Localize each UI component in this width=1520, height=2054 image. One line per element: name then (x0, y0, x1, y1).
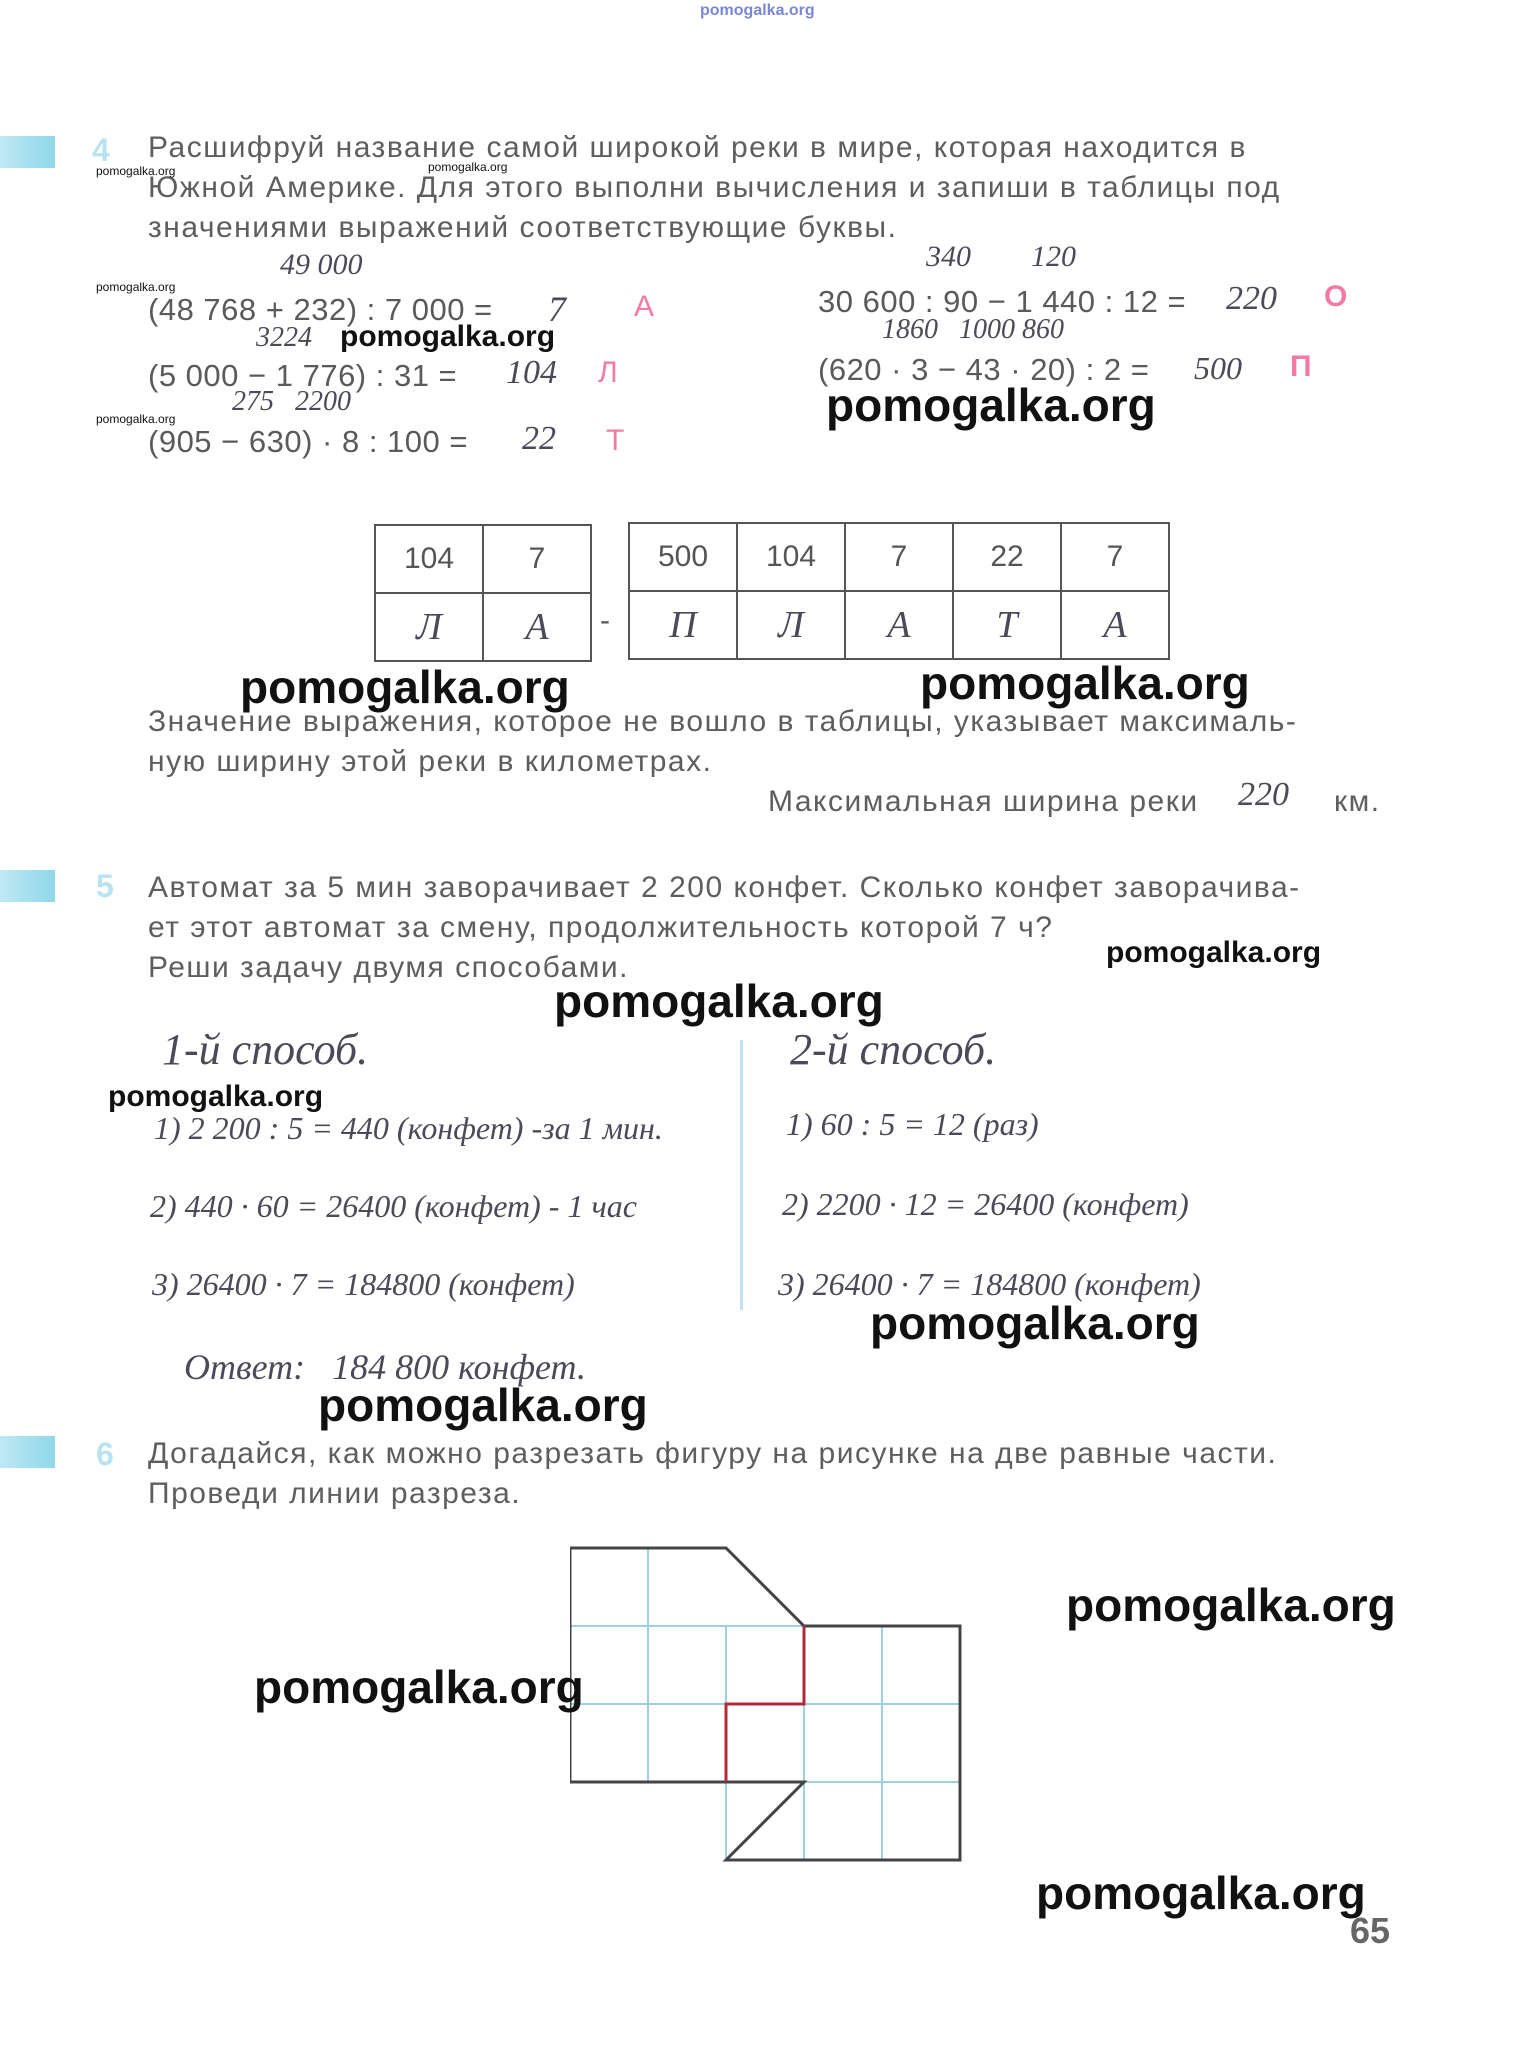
task4-note (148, 702, 1388, 782)
aux-calc: 340 120 (926, 240, 1076, 273)
table-letter-cell: А (845, 591, 953, 659)
expression-answer: 500 (1194, 350, 1242, 386)
expression-answer: 104 (506, 354, 557, 391)
expression-letter: О (1324, 280, 1348, 313)
task4-prompt (148, 128, 1388, 248)
watermark: pomogalka.org (340, 320, 556, 353)
task5-prompt-line: ет этот автомат за смену, продолжительность которой 7 ч? (148, 911, 1054, 944)
method2-step: 3) 26400 · 7 = 184800 (конфет) (778, 1266, 1201, 1302)
watermark: pomogalka.org (108, 1080, 324, 1113)
method1-step: 2) 440 · 60 = 26400 (конфет) - 1 час (150, 1188, 637, 1224)
table-letter-cell: П (629, 591, 737, 659)
expression: 30 600 : 90 − 1 440 : 12 = (818, 284, 1187, 319)
expression-letter: Л (598, 356, 618, 389)
task4-prompt-line: Южной Америке. Для этого выполни вычисления и запиши в таблицы под (148, 171, 1281, 204)
watermark: pomogalka.org (1066, 1579, 1396, 1631)
method2-step: 2) 2200 · 12 = 26400 (конфет) (782, 1186, 1189, 1222)
table-number-cell: 104 (737, 523, 845, 591)
table-letter-cell: Л (375, 593, 483, 661)
watermark: pomogalka.org (254, 1661, 584, 1713)
expression-letter: Т (606, 424, 625, 457)
expression-letter: А (634, 290, 655, 323)
task5-number: 5 (96, 868, 114, 904)
task4-marker (0, 136, 55, 168)
task5-prompt-line: Реши задачу двумя способами. (148, 951, 629, 984)
method1-step: 1) 2 200 : 5 = 440 (конфет) -за 1 мин. (154, 1110, 663, 1146)
task6-marker (0, 1436, 55, 1468)
expression: (48 768 + 232) : 7 000 = (148, 292, 493, 327)
river-width-unit: км. (1334, 785, 1381, 818)
task5-prompt-line: Автомат за 5 мин заворачивает 2 200 конфет. Сколько конфет заворачива- (148, 871, 1301, 904)
table-letter-cell: А (483, 593, 591, 661)
expression: (5 000 − 1 776) : 31 = (148, 358, 458, 393)
task5-prompt (148, 868, 1388, 988)
watermark-tiny: pomogalka.org (428, 160, 508, 174)
watermark: pomogalka.org (240, 661, 570, 713)
table-number-cell: 22 (953, 523, 1061, 591)
task4-prompt-line: значениями выражений соответствующие буквы. (148, 211, 898, 244)
table-letter-cell: Л (737, 591, 845, 659)
task4-number: 4 (92, 132, 110, 168)
table-number-cell: 104 (375, 525, 483, 593)
watermark: pomogalka.org (870, 1297, 1200, 1349)
task6-number: 6 (96, 1436, 114, 1472)
task4-note-line: ную ширину этой реки в километрах. (148, 745, 713, 778)
expression: (905 − 630) · 8 : 100 = (148, 424, 468, 459)
expression-answer: 220 (1226, 280, 1277, 317)
task6-prompt-line: Проведи линии разреза. (148, 1477, 522, 1510)
river-width-label: Максимальная ширина реки (768, 785, 1199, 818)
page-number: 65 (1350, 1910, 1391, 1951)
table-dash: - (600, 604, 610, 637)
watermark-tiny: pomogalka.org (96, 412, 176, 426)
aux-calc: 275 2200 (232, 386, 351, 417)
watermark: pomogalka.org (1106, 936, 1322, 969)
watermark: pomogalka.org (554, 975, 884, 1027)
method2-step: 1) 60 : 5 = 12 (раз) (786, 1106, 1039, 1142)
task5-marker (0, 870, 55, 902)
expression: (620 · 3 − 43 · 20) : 2 = (818, 352, 1150, 387)
task4-prompt-line: Расшифруй название самой широкой реки в мире, которая находится в (148, 131, 1247, 164)
expression-answer: 22 (522, 420, 556, 457)
table-number-cell: 7 (1061, 523, 1169, 591)
watermark: pomogalka.org (1036, 1867, 1366, 1919)
watermark-tiny: pomogalka.org (96, 280, 176, 294)
watermark: pomogalka.org (826, 379, 1156, 431)
aux-calc: 1860 1000 860 (882, 314, 1064, 345)
watermark: pomogalka.org (920, 657, 1250, 709)
task5-answer: Ответ: 184 800 конфет. (184, 1347, 586, 1387)
methods-divider (740, 1040, 743, 1310)
table-number-cell: 7 (845, 523, 953, 591)
table-letter-cell: Т (953, 591, 1061, 659)
answer-table-2 (628, 522, 1170, 660)
aux-calc: 49 000 (280, 248, 363, 281)
header-site-label: pomogalka.org (700, 2, 815, 19)
table-number-cell: 7 (483, 525, 591, 593)
river-width-value: 220 (1238, 776, 1289, 813)
task6-prompt-line: Догадайся, как можно разрезать фигуру на рисунке на две равные части. (148, 1437, 1278, 1470)
task4-note-line: Значение выражения, которое не вошло в таблицы, указывает максималь- (148, 705, 1298, 738)
table-number-cell: 500 (629, 523, 737, 591)
answer-table-1 (374, 524, 592, 662)
table-letter-cell: А (1061, 591, 1169, 659)
method1-title: 1-й способ. (162, 1025, 369, 1074)
expression-answer: 7 (548, 289, 566, 329)
expression-letter: П (1290, 350, 1312, 383)
method2-title: 2-й способ. (790, 1025, 997, 1074)
task6-prompt (148, 1434, 1388, 1514)
cut-figure (570, 1540, 970, 1870)
watermark: pomogalka.org (318, 1379, 648, 1431)
method1-step: 3) 26400 · 7 = 184800 (конфет) (152, 1266, 575, 1302)
cut-line (726, 1626, 804, 1782)
aux-calc: 3224 (256, 322, 312, 353)
watermark-tiny: pomogalka.org (96, 164, 176, 178)
